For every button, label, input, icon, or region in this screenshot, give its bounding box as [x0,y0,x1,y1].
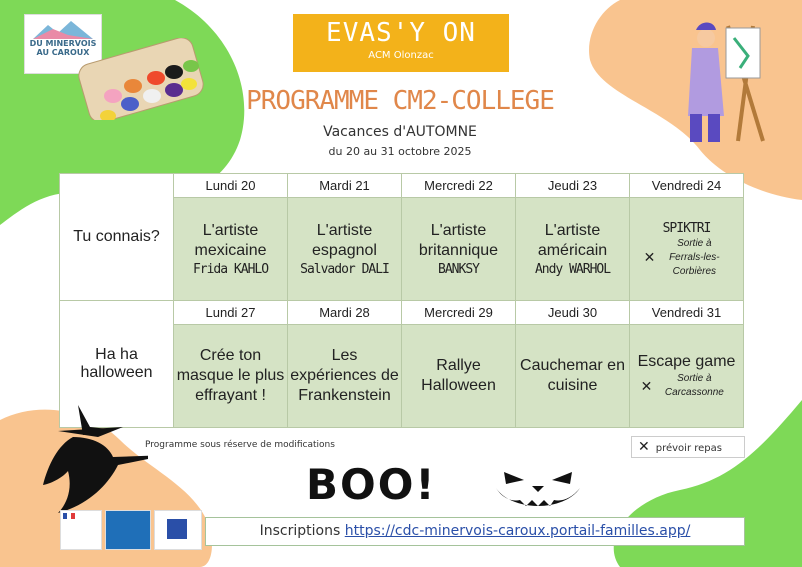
day-header: Mardi 21 [288,174,402,198]
activity-sub: Frida KAHLO [192,261,269,277]
day-header: Jeudi 30 [516,301,630,325]
partner-logo-academie [60,510,102,550]
activity-cell [516,325,630,428]
fork-knife-icon: ✕ [643,249,656,265]
schedule-table [59,173,744,428]
activity-title: L'artiste américain [537,221,608,259]
inscription-link[interactable]: https://cdc-minervois-caroux.portail-familles.app/ [344,523,691,539]
vacances-label: Vacances d'AUTOMNE [323,124,477,140]
activity-cell [288,198,402,301]
activity-title: SPIKTRI [662,220,711,236]
activity-title: L'artiste mexicaine [194,221,267,259]
program-title: PROGRAMME CM2-COLLEGE [246,86,554,116]
activity-sub: BANKSY [438,261,479,277]
day-header: Mercredi 22 [402,174,516,198]
activity-cell [402,198,516,301]
activity-title: Les expériences de Frankenstein [290,347,399,404]
activity-cell [174,198,288,301]
day-header: Vendredi 24 [630,174,744,198]
fork-knife-icon: ✕ [638,439,650,455]
fork-knife-icon: ✕ [640,377,653,394]
inscription-bar [205,517,745,546]
msa-icon [167,519,187,539]
sortie-row [630,237,743,279]
logo-text: DU MINERVOIS AU CAROUX [29,39,97,57]
activity-title: Cauchemar en cuisine [520,357,625,394]
sortie-label: Sortie à Ferrals-les-Corbières [669,237,720,277]
header-banner [293,14,509,72]
activity-cell [174,325,288,428]
activity-sub: Andy WARHOL [534,261,611,277]
paint-palette-icon [78,38,204,120]
pumpkin-face-icon [492,462,584,514]
inscription-label: Inscriptions [259,523,341,539]
day-header: Jeudi 23 [516,174,630,198]
activity-title: Rallye Halloween [421,357,496,394]
header-subtitle: ACM Olonzac [368,50,434,61]
activity-sub: Salvador DALI [300,261,389,277]
repas-label: prévoir repas [655,443,722,454]
day-header: Mercredi 29 [402,301,516,325]
mountains-icon [33,21,93,39]
table-row [60,301,744,325]
flag-icon [63,513,75,519]
dates-label: du 20 au 31 octobre 2025 [328,145,472,158]
activity-title: L'artiste britannique [418,221,499,259]
sortie-label: Sortie à Carcassonne [664,373,724,398]
boo-text: BOO! [306,460,437,509]
partner-logo-caf [105,510,151,550]
reserve-note: Programme sous réserve de modifications [145,440,335,450]
painter-illustration [668,16,778,146]
activity-cell [630,198,744,301]
partner-logo-msa [154,510,202,550]
week2-label: Ha ha halloween [60,301,174,428]
activity-cell [288,325,402,428]
witch-silhouette [28,405,148,515]
activity-title: Crée ton masque le plus effrayant ! [176,347,285,404]
day-header: Lundi 27 [174,301,288,325]
header-title: EVAS'Y ON [326,18,476,48]
repas-legend [631,436,745,458]
table-row [60,174,744,198]
activity-title: Escape game [637,353,736,370]
day-header: Lundi 20 [174,174,288,198]
activity-cell [402,325,516,428]
sortie-row [630,372,743,400]
activity-cell [630,325,744,428]
activity-title: L'artiste espagnol [312,221,377,259]
week1-label: Tu connais? [60,174,174,301]
activity-cell [516,198,630,301]
day-header: Mardi 28 [288,301,402,325]
day-header: Vendredi 31 [630,301,744,325]
